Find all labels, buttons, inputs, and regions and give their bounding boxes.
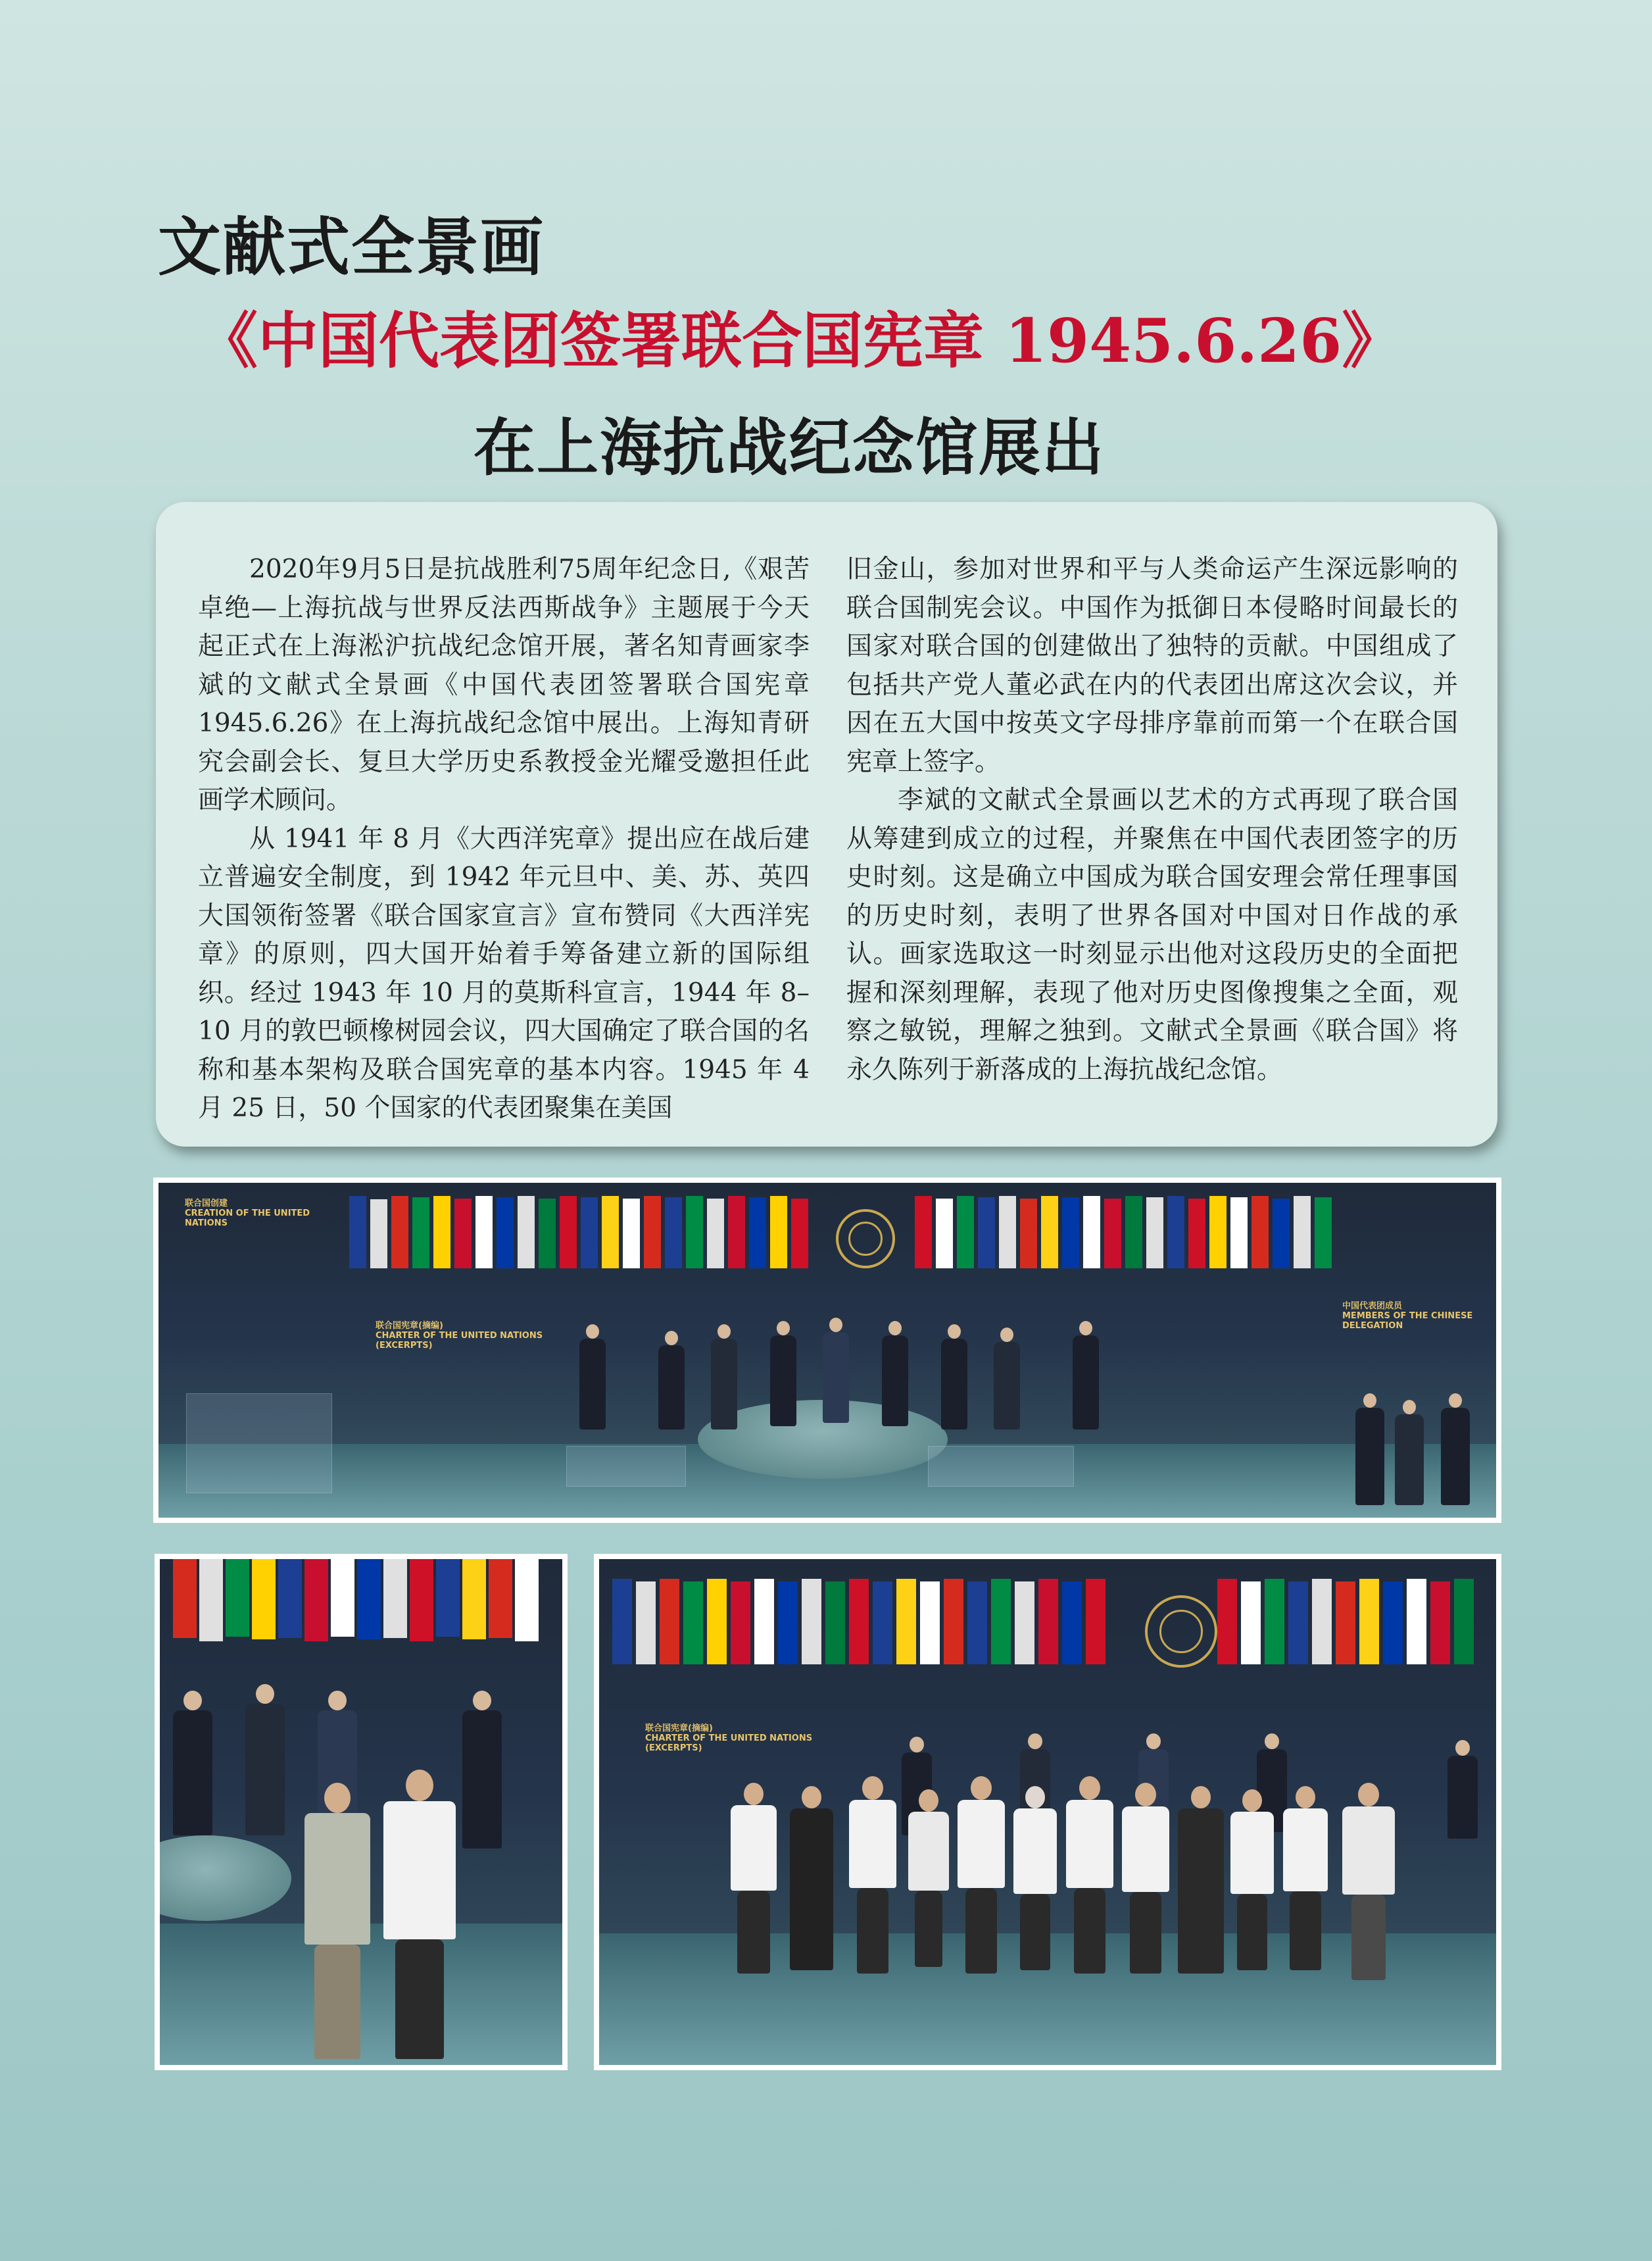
panel-right-heading-cn: 中国代表团成员 (1342, 1301, 1403, 1311)
figure-delegate (711, 1324, 737, 1429)
flags-left-group (612, 1579, 1105, 1664)
figure-delegate (994, 1328, 1020, 1429)
visitor (908, 1789, 949, 1967)
figure-delegate (173, 1691, 212, 1835)
panel-left-heading-cn: 联合国创建 (185, 1199, 228, 1208)
figure-delegate (1073, 1321, 1099, 1429)
panel-left-heading-en: CREATION OF THE UNITED NATIONS (185, 1208, 310, 1228)
figure-delegate (770, 1321, 796, 1426)
figure-delegate (941, 1324, 967, 1429)
flags-row (160, 1559, 562, 1658)
figure-delegate (882, 1321, 908, 1426)
figure-delegate (1355, 1393, 1384, 1505)
article-column-left (198, 551, 810, 1128)
panel-center-heading-en: CHARTER OF THE UNITED NATIONS (EXCERPTS) (376, 1331, 543, 1351)
visitor (958, 1776, 1005, 1974)
visitor (383, 1770, 456, 2059)
flags-row (599, 1559, 1496, 1691)
glass-display (566, 1446, 686, 1487)
panorama-photo (153, 1178, 1501, 1523)
article-box (156, 502, 1497, 1147)
article-column-right (846, 551, 1458, 1089)
visitor (1283, 1786, 1328, 1970)
headline-quote-open: 《 (197, 306, 258, 376)
visitors-photo-group (594, 1554, 1501, 2070)
visitor (304, 1783, 370, 2059)
article-paragraph-1: 2020年9月5日是抗战胜利75周年纪念日,《艰苦卓绝—上海抗战与世界反法西斯战争》主题展于今天起正式在上海淞沪抗战纪念馆开展，著名知青画家李斌的文献式全景画《中国代表团签署联合国宪章 1945.6.26》在上海抗战纪念馆中展出。上海知青研究会副会长、复旦大学历史系教授金光耀受邀担任此画学术顾问。 (198, 555, 810, 815)
flags-right-group (915, 1196, 1332, 1268)
headline-line3: 在上海抗战纪念馆展出 (474, 412, 1105, 484)
glass-display (928, 1446, 1074, 1487)
panel-center (376, 1321, 599, 1351)
un-emblem-icon (1145, 1595, 1217, 1668)
figure-delegate (462, 1691, 502, 1849)
flags-right-group (1217, 1579, 1474, 1664)
visitors-photo-pair (155, 1554, 568, 2070)
visitor (1342, 1783, 1395, 1980)
figure-delegate (1447, 1740, 1478, 1839)
headline-date: 1945.6.26 (1005, 305, 1342, 376)
glass-display (186, 1393, 332, 1493)
figure-delegate (1395, 1400, 1424, 1505)
visitor (1013, 1786, 1057, 1970)
panel-center-heading-cn: 联合国宪章(摘编) (645, 1724, 713, 1733)
article-paragraph-3: 李斌的文献式全景画以艺术的方式再现了联合国从筹建到成立的过程，并聚焦在中国代表团签字的历史时刻。这是确立中国成为联合国安理会常任理事国的历史时刻，表明了世界各国对中国对日作战的承认。画家选取这一时刻显示出他对这段历史的全面把握和深刻理解，表现了他对历史图像搜集之全面，观察之敏锐，理解之独到。文献式全景画《联合国》将永久陈列于新落成的上海抗战纪念馆。 (846, 785, 1458, 1085)
visitor (1122, 1783, 1169, 1974)
flags-left-group (349, 1196, 808, 1268)
flags-row (158, 1183, 1496, 1288)
panel-center (645, 1724, 842, 1753)
figure-delegate (823, 1318, 849, 1423)
panel-center-heading-cn: 联合国宪章(摘编) (376, 1321, 443, 1331)
figure-delegate (658, 1331, 685, 1429)
visitor (849, 1776, 896, 1974)
figure-delegate (579, 1324, 606, 1429)
figure-delegate (245, 1684, 285, 1835)
visitor (731, 1783, 777, 1974)
article-paragraph-2: 从 1941 年 8 月《大西洋宪章》提出应在战后建立普遍安全制度，到 1942 年元旦中、美、苏、英四大国领衔签署《联合国家宣言》宣布赞同《大西洋宪章》的原则，四大国开始着手筹备建立新的国际组织。经过 1943 年 10 月的莫斯科宣言，1944 年 8–10 月的敦巴顿橡树园会议，四大国确定了联合国的名称和基本架构及联合国宪章的基本内容。1945 年 4 月 25 日，50 个国家的代表团聚集在美国 (198, 824, 810, 1123)
visitor (790, 1786, 833, 1970)
headline-quote-close: 》 (1342, 306, 1403, 376)
panel-left (185, 1199, 336, 1228)
headline-artwork-title: 中国代表团签署联合国宪章 (258, 306, 1006, 376)
headline-line2 (197, 293, 1402, 380)
figure-delegate (1441, 1393, 1470, 1505)
panel-right-heading-en: MEMBERS OF THE CHINESE DELEGATION (1342, 1311, 1473, 1331)
panel-center-heading-en: CHARTER OF THE UNITED NATIONS (EXCERPTS) (645, 1733, 813, 1753)
visitor (1066, 1776, 1113, 1974)
article-paragraph-2-continued: 旧金山，参加对世界和平与人类命运产生深远影响的联合国制宪会议。中国作为抵御日本侵略时间最长的国家对联合国的创建做出了独特的贡献。中国组成了包括共产党人董必武在内的代表团出席这次会议，并因在五大国中按英文字母排序靠前而第一个在联合国宪章上签字。 (846, 555, 1458, 777)
panel-right (1342, 1301, 1487, 1331)
un-emblem-icon (836, 1209, 895, 1268)
visitor (1230, 1789, 1274, 1970)
visitor (1178, 1786, 1224, 1974)
headline-line1: 文献式全景画 (158, 211, 545, 284)
